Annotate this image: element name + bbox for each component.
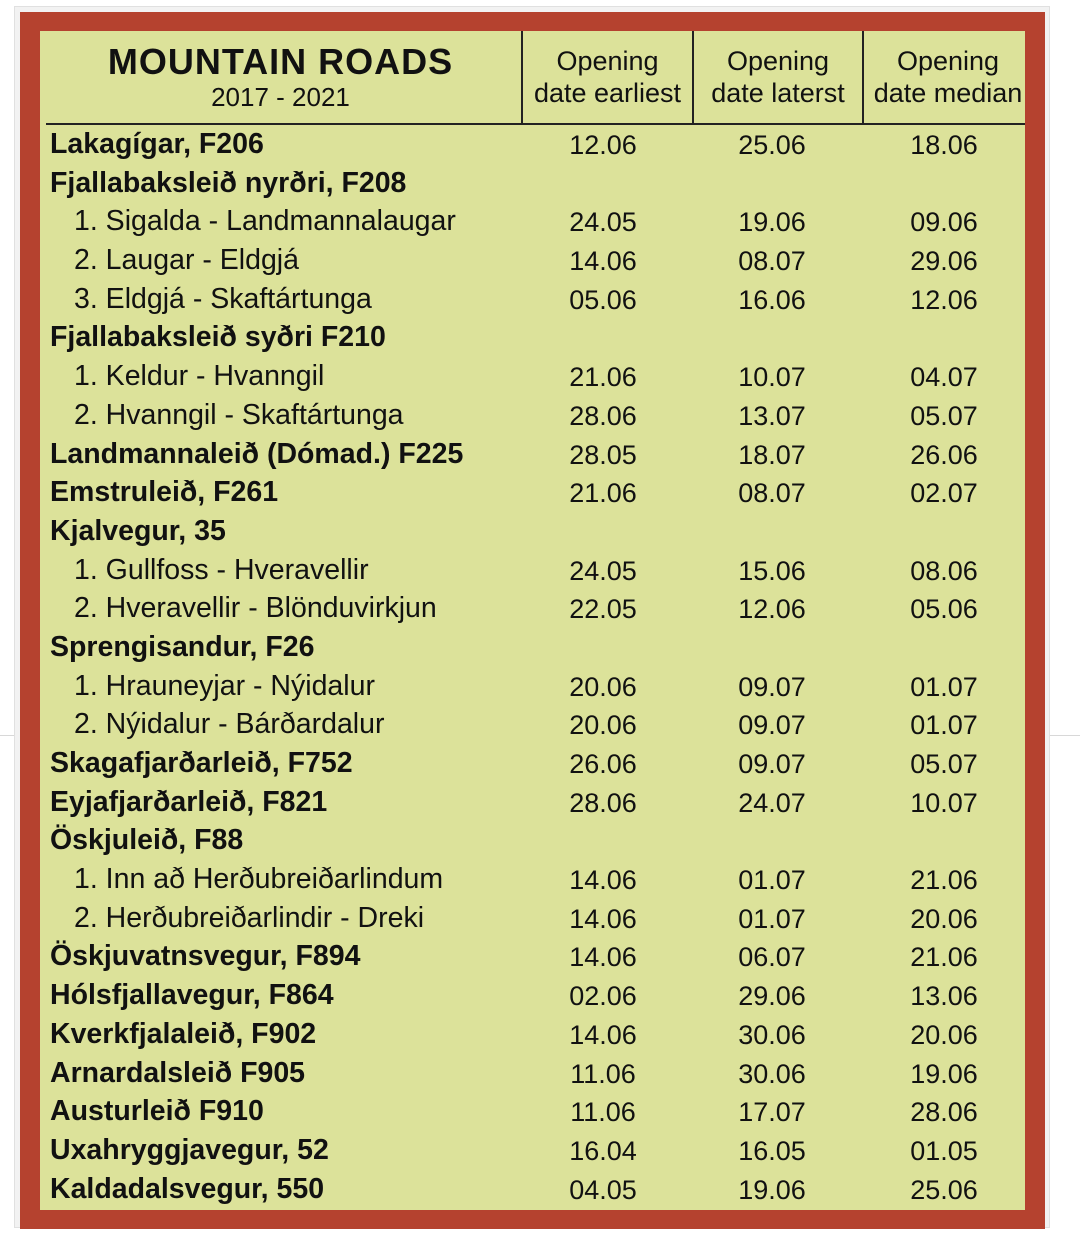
opening-latest-value: 29.06 [738, 981, 806, 1012]
opening-latest-value [692, 164, 852, 203]
opening-latest-value: 06.07 [738, 942, 806, 973]
opening-latest-value: 01.07 [738, 865, 806, 896]
opening-earliest-value: 02.06 [569, 981, 637, 1012]
road-name: Arnardalsleið F905 [50, 1056, 306, 1089]
opening-earliest-value: 28.06 [569, 787, 637, 818]
opening-latest-value: 25.06 [738, 130, 806, 160]
opening-median-value [864, 164, 1024, 203]
opening-earliest-value: 24.05 [569, 555, 637, 586]
road-name: Hólsfjallavegur, F864 [50, 979, 334, 1012]
opening-latest-value: 16.06 [738, 284, 806, 315]
table-row [40, 821, 1025, 860]
opening-median-value: 21.06 [910, 865, 978, 896]
opening-earliest-value [523, 318, 683, 357]
header-opening-earliest: Opening date earliest [521, 31, 692, 125]
table-row [40, 435, 1025, 474]
opening-earliest-value: 28.06 [569, 400, 637, 431]
road-name: 2. Hvanngil - Skaftártunga [74, 398, 404, 431]
opening-latest-value: 17.07 [738, 1097, 806, 1128]
road-name: 2. Hveravellir - Blönduvirkjun [74, 592, 437, 625]
opening-earliest-value: 14.06 [569, 865, 637, 896]
opening-earliest-value: 22.05 [569, 594, 637, 625]
road-name: Kaldadalsvegur, 550 [50, 1172, 325, 1205]
opening-latest-value [692, 318, 852, 357]
opening-median-value: 26.06 [910, 439, 978, 470]
opening-earliest-value [523, 164, 683, 203]
opening-earliest-value: 20.06 [569, 671, 637, 702]
road-name: 1. Keldur - Hvanngil [74, 360, 325, 393]
table-row [40, 937, 1025, 976]
table-title-cell [40, 31, 521, 125]
road-name: Kverkfjalaleið, F902 [50, 1017, 317, 1050]
opening-median-value [864, 628, 1024, 667]
opening-median-value: 02.07 [910, 478, 978, 509]
road-name: Fjallabaksleið syðri F210 [50, 321, 386, 354]
road-name: 2. Nýidalur - Bárðardalur [74, 708, 385, 741]
opening-latest-value: 08.07 [738, 246, 806, 277]
table-row [40, 976, 1025, 1015]
table-row [40, 280, 1025, 319]
opening-latest-value: 09.07 [738, 749, 806, 779]
table-row [40, 667, 1025, 706]
opening-median-value [864, 512, 1024, 551]
table-row [40, 164, 1025, 203]
opening-latest-value [692, 628, 852, 667]
table-row [40, 1054, 1025, 1093]
opening-median-value [864, 318, 1024, 357]
table-row [40, 202, 1025, 241]
road-name: 2. Laugar - Eldgjá [74, 244, 299, 277]
opening-earliest-value: 28.05 [569, 439, 637, 470]
opening-median-value: 01.05 [910, 1135, 978, 1166]
opening-latest-value: 24.07 [738, 787, 806, 818]
opening-earliest-value: 11.06 [570, 1058, 636, 1089]
opening-median-value: 20.06 [910, 1019, 978, 1050]
road-name: 1. Sigalda - Landmannalaugar [74, 205, 456, 238]
opening-earliest-value: 20.06 [569, 710, 637, 741]
road-name: 2. Herðubreiðarlindir - Dreki [74, 901, 425, 934]
table-row [40, 1131, 1025, 1170]
opening-median-value: 21.06 [910, 942, 978, 973]
road-name: Öskjuleið, F88 [50, 824, 244, 857]
opening-latest-value: 13.07 [738, 400, 806, 431]
road-name: 1. Inn að Herðubreiðarlindum [74, 863, 444, 896]
opening-median-value: 20.06 [910, 903, 978, 934]
table-row [40, 744, 1025, 783]
opening-earliest-value: 04.05 [569, 1174, 637, 1205]
road-name: Skagafjarðarleið, F752 [50, 747, 353, 779]
opening-latest-value: 19.06 [738, 207, 806, 238]
opening-median-value: 04.07 [910, 362, 978, 393]
opening-latest-value: 08.07 [738, 478, 806, 509]
opening-latest-value [692, 512, 852, 551]
road-name: 1. Gullfoss - Hveravellir [74, 553, 369, 586]
opening-earliest-value: 16.04 [569, 1135, 637, 1166]
opening-earliest-value [523, 512, 683, 551]
table-row [40, 551, 1025, 590]
road-name: 3. Eldgjá - Skaftártunga [74, 282, 372, 315]
table-row [40, 241, 1025, 280]
opening-earliest-value: 14.06 [569, 1019, 637, 1050]
road-name: 1. Hrauneyjar - Nýidalur [74, 669, 375, 702]
opening-median-value [864, 821, 1024, 860]
road-name: Fjallabaksleið nyrðri, F208 [50, 166, 407, 199]
opening-median-value: 08.06 [910, 555, 978, 586]
table-row [40, 357, 1025, 396]
header-opening-median: Opening date median [862, 31, 1025, 125]
table-row [40, 1092, 1025, 1131]
opening-earliest-value: 14.06 [569, 942, 637, 973]
table-years: 2017 - 2021 [211, 82, 350, 112]
table-title: MOUNTAIN ROADS [107, 41, 454, 82]
table-row [40, 783, 1025, 822]
table-row [40, 899, 1025, 938]
opening-median-value: 29.06 [910, 246, 978, 277]
opening-earliest-value: 21.06 [569, 478, 637, 509]
table-row [40, 1170, 1025, 1209]
road-name: Austurleið F910 [50, 1095, 264, 1128]
table-row [40, 512, 1025, 551]
opening-median-value: 12.06 [910, 284, 978, 315]
opening-earliest-value: 24.05 [569, 207, 637, 238]
road-name: Landmannaleið (Dómad.) F225 [50, 437, 464, 470]
opening-latest-value: 18.07 [738, 439, 806, 470]
opening-earliest-value [523, 628, 683, 667]
table-row [40, 628, 1025, 667]
table-row [40, 396, 1025, 435]
opening-latest-value: 09.07 [738, 671, 806, 702]
table-row [40, 705, 1025, 744]
road-name: Sprengisandur, F26 [50, 630, 315, 663]
opening-median-value: 05.07 [910, 749, 978, 779]
opening-latest-value: 09.07 [738, 710, 806, 741]
opening-earliest-value: 26.06 [569, 749, 637, 779]
opening-earliest-value: 11.06 [570, 1097, 636, 1128]
opening-latest-value: 30.06 [738, 1019, 806, 1050]
opening-earliest-value: 12.06 [569, 130, 637, 160]
table-row [40, 860, 1025, 899]
opening-earliest-value [523, 821, 683, 860]
table-row [40, 125, 1025, 164]
mountain-roads-table-board [20, 12, 1045, 1229]
table-row [40, 1015, 1025, 1054]
opening-latest-value: 19.06 [738, 1174, 806, 1205]
opening-earliest-value: 14.06 [569, 246, 637, 277]
opening-latest-value: 15.06 [738, 555, 806, 586]
table-row [40, 589, 1025, 628]
opening-median-value: 01.07 [910, 710, 978, 741]
table-row [40, 318, 1025, 357]
opening-median-value: 19.06 [910, 1058, 978, 1089]
opening-latest-value: 01.07 [738, 903, 806, 934]
table-body [40, 125, 1025, 1208]
opening-median-value: 01.07 [910, 671, 978, 702]
opening-latest-value: 10.07 [738, 362, 806, 393]
road-name: Eyjafjarðarleið, F821 [50, 785, 328, 818]
opening-median-value: 05.06 [910, 594, 978, 625]
road-name: Kjalvegur, 35 [50, 514, 226, 547]
opening-latest-value: 16.05 [738, 1135, 806, 1166]
opening-median-value: 18.06 [910, 130, 978, 160]
table-panel [40, 31, 1025, 1210]
opening-earliest-value: 05.06 [569, 284, 637, 315]
opening-earliest-value: 21.06 [569, 362, 637, 393]
opening-median-value: 25.06 [910, 1174, 978, 1205]
opening-latest-value: 12.06 [738, 594, 806, 625]
road-name: Öskjuvatnsvegur, F894 [50, 940, 361, 973]
opening-latest-value [692, 821, 852, 860]
road-name: Uxahryggjavegur, 52 [50, 1133, 329, 1166]
opening-median-value: 28.06 [910, 1097, 978, 1128]
header-opening-latest: Opening date laterst [692, 31, 862, 125]
road-name: Lakagígar, F206 [50, 128, 264, 160]
opening-latest-value: 30.06 [738, 1058, 806, 1089]
opening-median-value: 09.06 [910, 207, 978, 238]
road-name: Emstruleið, F261 [50, 476, 279, 509]
opening-earliest-value: 14.06 [569, 903, 637, 934]
table-row [40, 473, 1025, 512]
opening-median-value: 05.07 [910, 400, 978, 431]
opening-median-value: 10.07 [910, 787, 978, 818]
opening-median-value: 13.06 [910, 981, 978, 1012]
